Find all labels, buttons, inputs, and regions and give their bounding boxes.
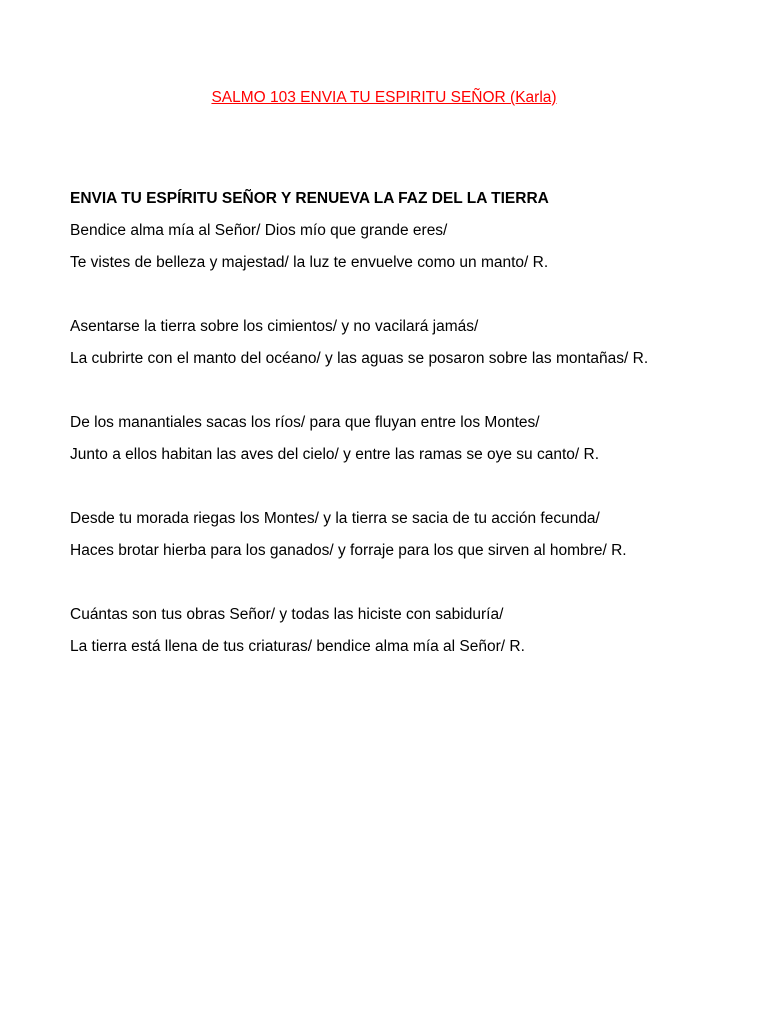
verse-line: Cuántas son tus obras Señor/ y todas las hiciste con sabiduría/ — [70, 606, 504, 623]
stanza-4 — [70, 503, 730, 567]
psalm-body — [70, 183, 730, 663]
verse-line: Junto a ellos habitan las aves del cielo/ y entre las ramas se oye su canto/ R. — [70, 446, 600, 463]
verse-line: Asentarse la tierra sobre los cimientos/ y no vacilará jamás/ — [70, 318, 479, 335]
verse-line: Bendice alma mía al Señor/ Dios mío que grande eres/ — [70, 222, 448, 239]
verse-line: Haces brotar hierba para los ganados/ y forraje para los que sirven al hombre/ R. — [70, 542, 627, 559]
stanza-1 — [70, 215, 730, 279]
stanza-5 — [70, 599, 730, 663]
verse-line: Te vistes de belleza y majestad/ la luz te envuelve como un manto/ R. — [70, 254, 549, 271]
document-title: SALMO 103 ENVIA TU ESPIRITU SEÑOR (Karla) — [211, 89, 557, 106]
stanza-2 — [70, 311, 730, 375]
verse-line: De los manantiales sacas los ríos/ para que fluyan entre los Montes/ — [70, 414, 540, 431]
stanza-3 — [70, 407, 730, 471]
verse-line: La cubrirte con el manto del océano/ y las aguas se posaron sobre las montañas/ R. — [70, 350, 649, 367]
verse-line: Desde tu morada riegas los Montes/ y la tierra se sacia de tu acción fecunda/ — [70, 510, 600, 527]
refrain-line: ENVIA TU ESPÍRITU SEÑOR Y RENUEVA LA FAZ DEL LA TIERRA — [70, 190, 549, 207]
verse-line: La tierra está llena de tus criaturas/ bendice alma mía al Señor/ R. — [70, 638, 525, 655]
